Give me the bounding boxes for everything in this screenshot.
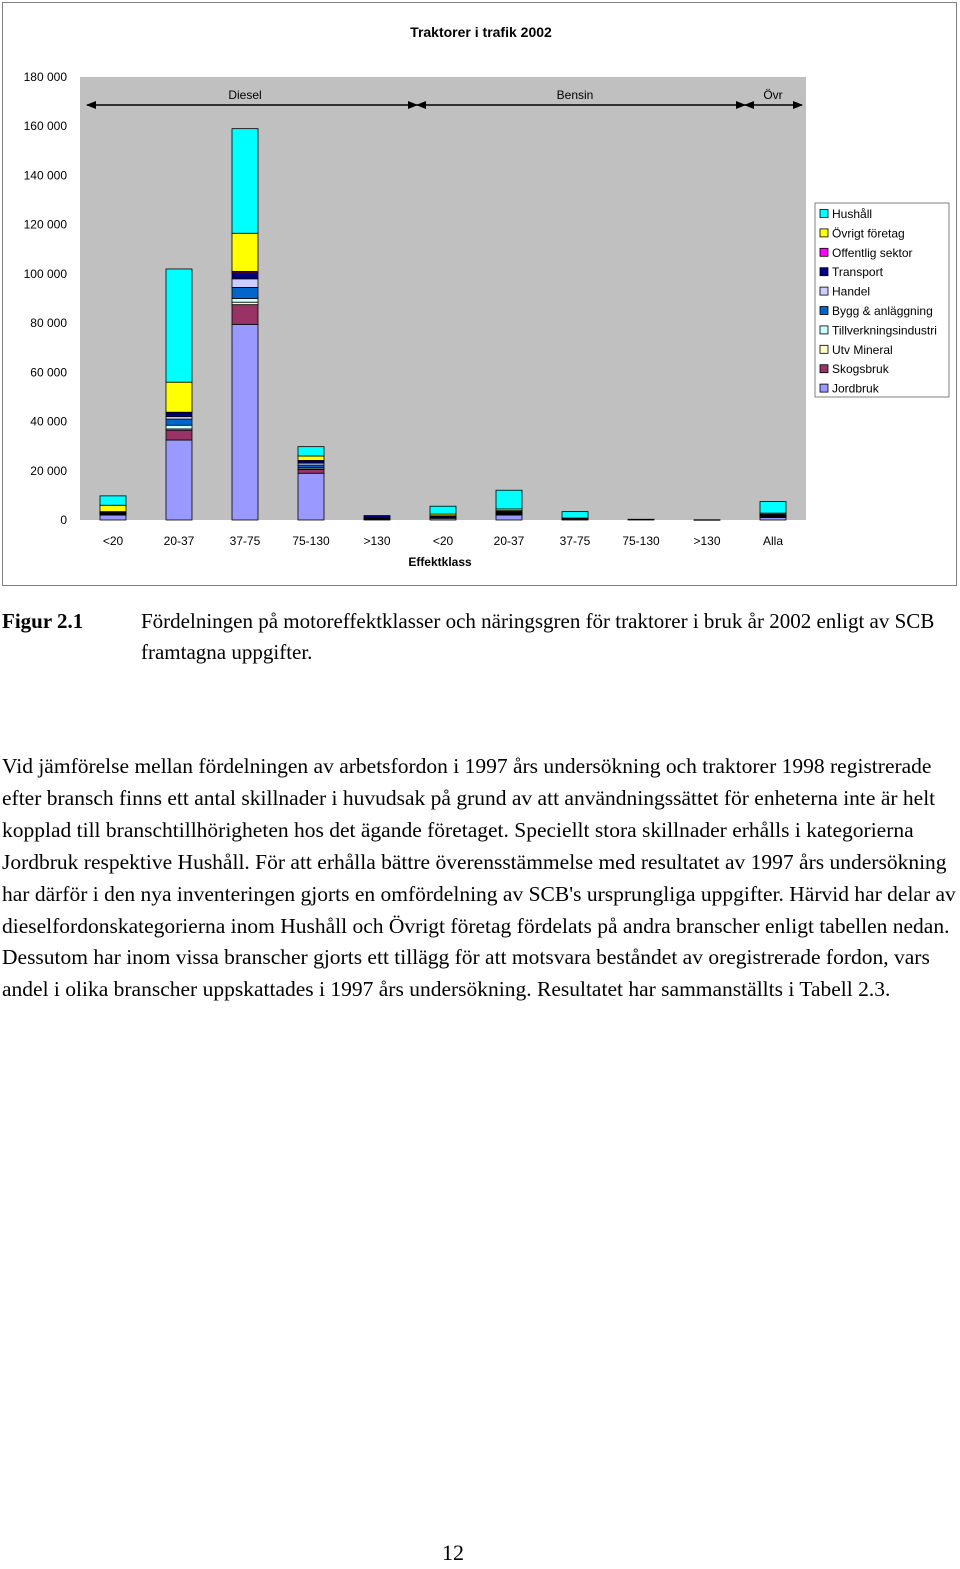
y-tick-label: 120 000 bbox=[23, 217, 67, 232]
legend-item: Offentlig sektor bbox=[832, 245, 913, 260]
bar-stack bbox=[166, 269, 192, 520]
legend-item: Transport bbox=[832, 265, 883, 280]
legend-swatch bbox=[820, 365, 828, 373]
bar-segment bbox=[166, 419, 192, 425]
y-tick-label: 20 000 bbox=[30, 463, 67, 478]
bar-stack bbox=[298, 447, 324, 520]
group-label: Övr bbox=[763, 88, 783, 102]
chart-svg bbox=[3, 3, 958, 587]
legend-swatch bbox=[820, 326, 828, 334]
bar-segment bbox=[232, 287, 258, 298]
bar-segment bbox=[232, 233, 258, 271]
bar-segment bbox=[232, 299, 258, 303]
bar-segment bbox=[100, 515, 126, 520]
bar-segment bbox=[298, 473, 324, 520]
bar-segment bbox=[232, 129, 258, 234]
y-tick-label: 40 000 bbox=[30, 414, 67, 429]
y-tick-label: 180 000 bbox=[23, 70, 67, 84]
bar-segment bbox=[166, 413, 192, 417]
bar-segment bbox=[694, 520, 720, 521]
x-tick-label: 20-37 bbox=[163, 534, 195, 548]
bar-segment bbox=[166, 382, 192, 412]
bar-segment bbox=[364, 516, 390, 518]
legend-item: Skogsbruk bbox=[832, 362, 889, 377]
y-tick-label: 80 000 bbox=[30, 316, 67, 331]
legend-item: Tillverkningsindustri bbox=[832, 323, 937, 338]
x-tick-label: Alla bbox=[762, 534, 784, 548]
bar-segment bbox=[562, 512, 588, 518]
y-tick-label: 140 000 bbox=[23, 168, 67, 183]
x-tick-label: 20-37 bbox=[493, 534, 525, 548]
x-tick-label: 37-75 bbox=[559, 534, 591, 548]
bar-segment bbox=[496, 515, 522, 520]
bar-stack bbox=[364, 516, 390, 520]
bar-segment bbox=[298, 456, 324, 460]
bar-segment bbox=[166, 430, 192, 440]
x-tick-label: >130 bbox=[363, 534, 391, 548]
bar-stack bbox=[694, 520, 720, 521]
bar-stack bbox=[562, 512, 588, 520]
legend-item: Bygg & anläggning bbox=[832, 304, 933, 318]
y-tick-label: 160 000 bbox=[23, 119, 67, 134]
bar-segment bbox=[628, 519, 654, 520]
group-label: Bensin bbox=[556, 88, 594, 102]
chart bbox=[2, 2, 957, 586]
bar-stack bbox=[430, 506, 456, 520]
legend-item: Övrigt företag bbox=[832, 226, 905, 241]
legend-swatch bbox=[820, 229, 828, 237]
bar-stack bbox=[760, 502, 786, 520]
bar-stack bbox=[496, 490, 522, 520]
x-tick-label: >130 bbox=[693, 534, 721, 548]
bar-segment bbox=[100, 496, 126, 505]
bar-segment bbox=[166, 425, 192, 429]
figure-label: Figur 2.1 bbox=[2, 609, 84, 633]
x-tick-label: 75-130 bbox=[292, 534, 330, 548]
bar-stack bbox=[628, 519, 654, 520]
legend-swatch bbox=[820, 345, 828, 353]
y-tick-label: 0 bbox=[60, 513, 67, 527]
legend-swatch bbox=[820, 384, 828, 392]
bar-segment bbox=[232, 279, 258, 288]
bar-segment bbox=[760, 502, 786, 514]
bar-segment bbox=[166, 440, 192, 520]
legend-swatch bbox=[820, 287, 828, 295]
bar-stack bbox=[100, 496, 126, 520]
bar-segment bbox=[232, 324, 258, 520]
x-axis-title: Effektklass bbox=[408, 555, 472, 569]
legend-item: Utv Mineral bbox=[832, 342, 893, 357]
x-tick-label: <20 bbox=[102, 534, 124, 548]
y-tick-label: 100 000 bbox=[23, 266, 67, 281]
bar-segment bbox=[100, 505, 126, 511]
bar-segment bbox=[232, 305, 258, 325]
bar-segment bbox=[496, 490, 522, 509]
chart-title: Traktorer i trafik 2002 bbox=[410, 24, 552, 40]
x-tick-label: 75-130 bbox=[622, 534, 660, 548]
bar-segment bbox=[298, 447, 324, 456]
body-paragraph: Vid jämförelse mellan fördelningen av arbetsfordon i 1997 års undersökning och traktorer 1998 registrerade efter bransch finns ett antal skillnader i huvudsak på grund av att användningssättet för enheterna inte är helt kopplad till branschtillhörigheten hos det ägande företaget. Speciellt stora skillnader erhålls i kategorierna Jordbruk respektive Hushåll. För att erhålla bättre överensstämmelse med resultatet av 1997 års undersökning har därför i den nya inventeringen gjorts en omfördelning av SCB's ursprungliga uppgifter. Härvid har delar av dieselfordonskategorierna inom Hushåll och Övrigt företag fördelats på andra branscher enligt tabellen nedan. Dessutom har inom vissa branscher gjorts ett tillägg för att motsvara beståndet av oregistrerade fordon, vars andel i olika branscher uppskattades i 1997 års undersökning. Resultatet har sammanställts i Tabell 2.3. bbox=[2, 754, 956, 1002]
x-tick-label: 37-75 bbox=[229, 534, 261, 548]
legend-item: Hushåll bbox=[832, 207, 873, 221]
bar-segment bbox=[298, 470, 324, 474]
bar-segment bbox=[166, 269, 192, 382]
legend-swatch bbox=[820, 210, 828, 218]
legend-swatch bbox=[820, 307, 828, 315]
legend-swatch bbox=[820, 268, 828, 276]
x-tick-label: <20 bbox=[432, 534, 454, 548]
group-label: Diesel bbox=[228, 88, 262, 102]
figure-caption-text: Fördelningen på motoreffektklasser och näringsgren för traktorer i bruk år 2002 enligt av SCB framtagna uppgifter. bbox=[141, 609, 935, 664]
legend-item: Jordbruk bbox=[832, 381, 879, 396]
legend-item: Handel bbox=[832, 284, 871, 299]
bar-segment bbox=[232, 273, 258, 279]
bar-segment bbox=[430, 506, 456, 514]
y-tick-label: 60 000 bbox=[30, 365, 67, 380]
legend-swatch bbox=[820, 248, 828, 256]
page-number: 12 bbox=[442, 1540, 464, 1565]
legend bbox=[815, 203, 949, 397]
bar-stack bbox=[232, 129, 258, 520]
